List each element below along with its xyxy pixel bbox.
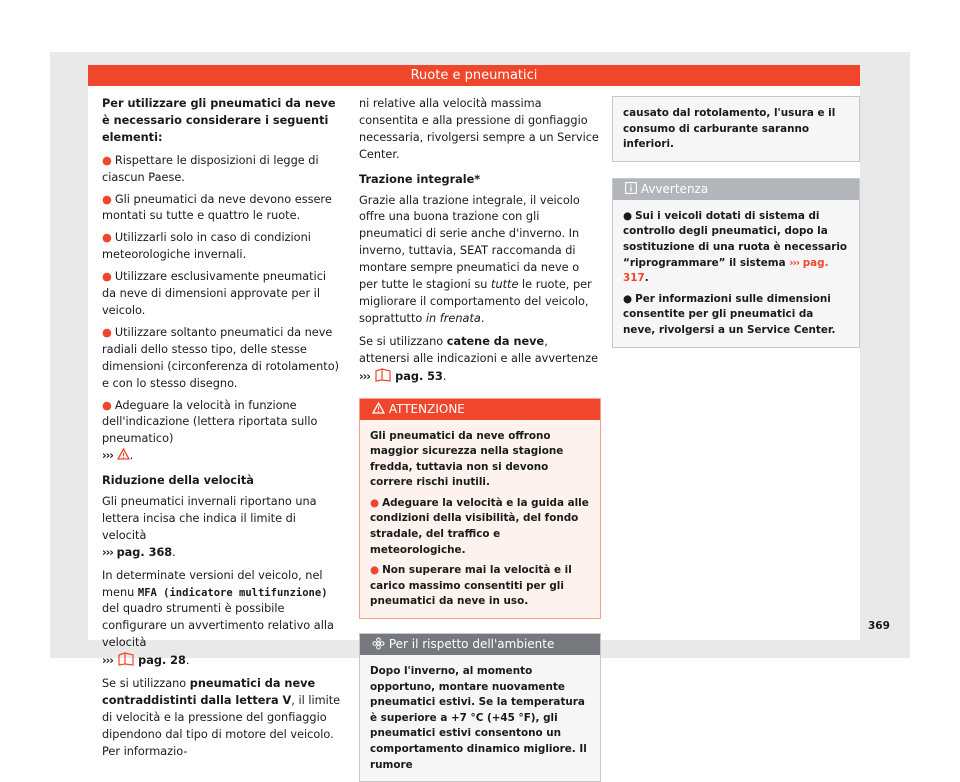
list-item: ● Utilizzare soltanto pneumatici da neve radiali dello stesso tipo, delle stesse dimensioni (circonferenza di rotolamento) e con lo stesso disegno. bbox=[102, 325, 340, 390]
paragraph: ni relative alla velocità massima consentita e alla pressione di gonfiaggio necessaria, rivolgersi sempre a un Service Center. bbox=[359, 97, 599, 161]
bullet-dot-icon: ● bbox=[102, 192, 112, 206]
flower-icon bbox=[372, 637, 385, 651]
page-number: 369 bbox=[868, 620, 890, 632]
bullet-dot-icon: ● bbox=[102, 325, 112, 339]
list-item: ● Sui i veicoli dotati di sistema di controllo degli pneumatici, dopo la sostituzione di una ruota è necessario “riprogrammare” il sistema ››› pag. 317. bbox=[623, 209, 848, 285]
warning-triangle-icon[interactable] bbox=[117, 448, 130, 460]
note-title: Avvertenza bbox=[640, 181, 709, 196]
reference-arrows: ››› bbox=[102, 449, 113, 463]
page-reference-link[interactable]: pag. 53 bbox=[395, 369, 443, 383]
book-page-icon bbox=[374, 368, 392, 382]
warning-intro: Gli pneumatici da neve offrono maggior sicurezza nella stagione fredda, tuttavia non si devono correre rischi inutili. bbox=[370, 429, 564, 489]
continued-text: causato dal rotolamento, l'usura e il consumo di carburante saranno inferiori. bbox=[623, 107, 836, 151]
page-reference-link[interactable]: pag. 317 bbox=[623, 256, 829, 285]
book-page-icon bbox=[117, 652, 135, 666]
column-right bbox=[612, 96, 860, 348]
environment-text: Dopo l'inverno, al momento opportuno, montare nuovamente pneumatici estivi. Se la temperatura è superiore a +7 °C (+45 °F), gli pneumatici estivi consentono un comportamento dinamico migliore. Il rumore bbox=[370, 665, 587, 771]
warning-header bbox=[360, 399, 600, 420]
paragraph: Grazie alla trazione integrale, il veicolo offre una buona trazione con gli pneumatici di serie anche d'inverno. In inverno, tuttavia, SEAT raccomanda di montare sempre pneumatici da neve o per tutte le stagioni su tutte le ruote, per migliorare il comportamento del veicolo, soprattutto in frenata. bbox=[359, 193, 592, 325]
list-item: ● Adeguare la velocità in funzione dell'indicazione (lettera riportata sullo pneumatico) ››› . bbox=[102, 398, 318, 463]
list-item: ● Adeguare la velocità e la guida alle condizioni della visibilità, del fondo stradale, del traffico e meteorologiche. bbox=[370, 496, 589, 556]
bullet-dot-icon: ● bbox=[370, 496, 380, 509]
warning-box bbox=[359, 398, 601, 620]
paragraph: Se si utilizzano catene da neve, attenersi alle indicazioni e alle avvertenze ››› pag. 53. bbox=[359, 334, 599, 383]
intro-text: Per utilizzare gli pneumatici da neve è necessario considerare i seguenti elementi: bbox=[102, 97, 336, 144]
continued-box bbox=[612, 96, 860, 162]
bullet-dot-icon: ● bbox=[102, 231, 112, 245]
page-reference-link[interactable]: pag. 28 bbox=[138, 654, 186, 668]
list-item: ● Per informazioni sulle dimensioni consentite per gli pneumatici da neve, rivolgersi a un Service Center. bbox=[623, 292, 836, 336]
column-left bbox=[102, 96, 342, 767]
chapter-title: Ruote e pneumatici bbox=[88, 65, 860, 86]
paragraph: In determinate versioni del veicolo, nel menu MFA (indicatore multifunzione) del quadro strumenti è possibile configurare un avvertimento relativo alla velocità ››› pag. 28. bbox=[102, 568, 334, 668]
list-item: ● Gli pneumatici da neve devono essere montati su tutte e quattro le ruote. bbox=[102, 192, 332, 223]
paragraph: Se si utilizzano pneumatici da neve contraddistinti dalla lettera V, il limite di velocità e la pressione del gonfiaggio dipendono dal tipo di motore del veicolo. Per informazio- bbox=[102, 677, 341, 758]
menu-name: MFA (indicatore multifunzione) bbox=[137, 586, 328, 599]
bullet-dot-icon: ● bbox=[623, 292, 633, 305]
paragraph: Gli pneumatici invernali riportano una lettera incisa che indica il limite di velocità ››› pag. 368. bbox=[102, 495, 317, 559]
bullet-dot-icon: ● bbox=[102, 153, 112, 167]
list-item: ● Rispettare le disposizioni di legge di ciascun Paese. bbox=[102, 153, 319, 184]
list-item: ● Utilizzare esclusivamente pneumatici da neve di dimensioni approvate per il veicolo. bbox=[102, 270, 327, 317]
info-icon bbox=[625, 182, 637, 196]
note-box bbox=[612, 178, 860, 348]
list-item: ● Utilizzarli solo in caso di condizioni meteorologiche invernali. bbox=[102, 231, 311, 262]
warning-title: ATTENZIONE bbox=[388, 401, 465, 416]
warning-triangle-icon bbox=[372, 402, 385, 416]
column-middle bbox=[359, 96, 601, 782]
section-heading: Trazione integrale* bbox=[359, 172, 481, 186]
bullet-dot-icon: ● bbox=[370, 564, 380, 577]
page-reference-link[interactable]: pag. 368 bbox=[116, 545, 173, 559]
environment-header bbox=[360, 634, 600, 655]
note-header bbox=[613, 179, 859, 200]
list-item: ● Non superare mai la velocità e il carico massimo consentiti per gli pneumatici da neve in uso. bbox=[370, 564, 572, 608]
environment-title: Per il rispetto dell'ambiente bbox=[388, 637, 555, 652]
bullet-dot-icon: ● bbox=[102, 270, 112, 284]
bullet-dot-icon: ● bbox=[102, 398, 112, 412]
bullet-dot-icon: ● bbox=[623, 209, 633, 222]
section-heading: Riduzione della velocità bbox=[102, 474, 254, 488]
